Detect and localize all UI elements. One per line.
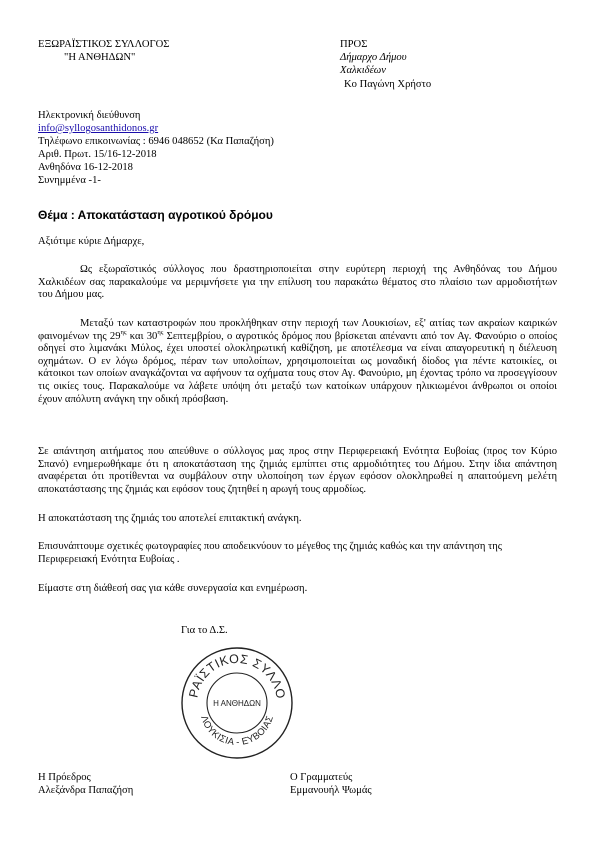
email-label: Ηλεκτρονική διεύθυνση (38, 110, 141, 121)
recipient-to-label: ΠΡΟΣ (340, 39, 368, 50)
superscript-ordinal-2: ης (157, 328, 164, 336)
stamp-seal-graphic (180, 646, 294, 760)
subject-heading: Θέμα : Αποκατάσταση αγροτικού δρόμου (38, 208, 273, 222)
president-name: Αλεξάνδρα Παπαζήση (38, 785, 134, 796)
sender-subtitle: "Η ΑΝΘΗΔΩΝ" (64, 52, 136, 63)
paragraph-closing: Είμαστε στη διάθεσή σας για κάθε συνεργασία και ενημέρωση. (38, 583, 308, 594)
association-stamp (180, 646, 294, 760)
paragraph-urgency: Η αποκατάσταση της ζημιάς του αποτελεί επιτακτική ανάγκη. (38, 513, 302, 524)
recipient-line-3: Κο Παγώνη Χρήστο (344, 79, 432, 90)
paragraph-region-response: Σε απάντηση αιτήματος που απεύθυνε ο σύλλογος μας προς στην Περιφερειακή Ενότητα Ευβοίας (προς τον Κύριο Σπανό) ενημερωθήκαμε ότι η αποκατάσταση της ζημιάς εμπίπτει στις αρμοδιότητες του Δήμου. Στην ίδια απάντηση αναφέρεται ότι προτίθενται να συμβάλουν στην υλοποίηση των έργων εφόσον ολοκληρωθεί η απαιτούμενη μελέτη αποκατάστασης της ζημιάς και εφόσον τους ζητηθεί η αρωγή τους αρμοδίως. (38, 446, 557, 495)
recipient-line-2: Χαλκιδέων (340, 65, 386, 76)
paragraph-intro: Ως εξωραϊστικός σύλλογος που δραστηριοποιείται στην ευρύτερη περιοχή της Ανθηδόνας του Δήμου Χαλκιδέων σας παρακαλούμε να μεριμνήσετε για την επίλυση του παρακάτω θέματος στο πλαίσιο των αρμοδιοτήτων του Δήμου μας. (38, 264, 557, 301)
sender-name: ΕΞΩΡΑΪΣΤΙΚΟΣ ΣΥΛΛΟΓΟΣ (38, 39, 170, 50)
email-link[interactable]: info@syllogosanthidonos.gr (38, 123, 159, 134)
paragraph-damage-part-b: και 30 (126, 330, 158, 342)
svg-text:Η ΑΝΘΗΔΩΝ: Η ΑΝΘΗΔΩΝ (213, 699, 261, 708)
for-board-label: Για το Δ.Σ. (181, 625, 228, 636)
svg-text:ΛΟΥΚΙΣΙΑ - ΕΥΒΟΙΑΣ: ΛΟΥΚΙΣΙΑ - ΕΥΒΟΙΑΣ (198, 714, 276, 749)
salutation: Αξιότιμε κύριε Δήμαρχε, (38, 236, 145, 247)
president-title: Η Πρόεδρος (38, 772, 91, 783)
place-date: Ανθηδόνα 16-12-2018 (38, 162, 133, 173)
paragraph-damage-part-c: Σεπτεμβρίου, ο αγροτικός δρόμος που βρίσκεται απέναντι από τον Αγ. Φανούριο ο οποίος οδηγεί στο λιμανάκι Μύλος, έχει υποστεί ολοκληρωτική καθίζηση, με αποτέλεσμα να είναι απαγορευτική η διέλευση οχημάτων. Ο εν λόγω δρόμος, πέραν των υπολοίπων, χρησιμοποιείται ως μοναδική δίοδος για πέντε κατοικίες, οι κάτοικοι των οποίων αναγκάζονται να αφήνουν τα οχήματα τους στον Αγ. Φανούριο, μη έχοντας τρόπο να προσεγγίσουν τις οικίες τους. Παρακαλούμε να λάβετε υπόψη ότι μεταξύ των κατοίκων υπάρχουν ηλικιωμένοι άνθρωποι οι οποίοι έχουν απόλυτη ανάγκη την οδική πρόσβαση. (38, 330, 558, 405)
superscript-ordinal-1: ης (120, 328, 127, 336)
svg-text:ΕΞΩΡΑΪΣΤΙΚΟΣ ΣΥΛΛΟΓΟΣ: ΡΑΪΣΤΙΚΟΣ ΣΥΛΛΟ (186, 651, 288, 701)
paragraph-damage-part-a: Μεταξύ των καταστροφών που προκλήθηκαν στην περιοχή των Λουκισίων, εξ' αιτίας των ακραίων καιρικών φαινομένων της 29 (38, 318, 557, 342)
secretary-name: Εμμανουήλ Ψωμάς (290, 785, 372, 796)
protocol-number: Αριθ. Πρωτ. 15/16-12-2018 (38, 149, 157, 160)
secretary-title: Ο Γραμματεύς (290, 772, 353, 783)
recipient-line-1: Δήμαρχο Δήμου (340, 52, 407, 63)
paragraph-damage (38, 318, 557, 406)
phone-line: Τηλέφωνο επικοινωνίας : 6946 048652 (Κα Παπαζήση) (38, 136, 274, 147)
paragraph-attachments: Επισυνάπτουμε σχετικές φωτογραφίες που αποδεικνύουν το μέγεθος της ζημιάς καθώς και την απάντηση της Περιφερειακή Ενότητα Ευβοίας . (38, 541, 502, 565)
attachments-line: Συνημμένα -1- (38, 175, 101, 186)
